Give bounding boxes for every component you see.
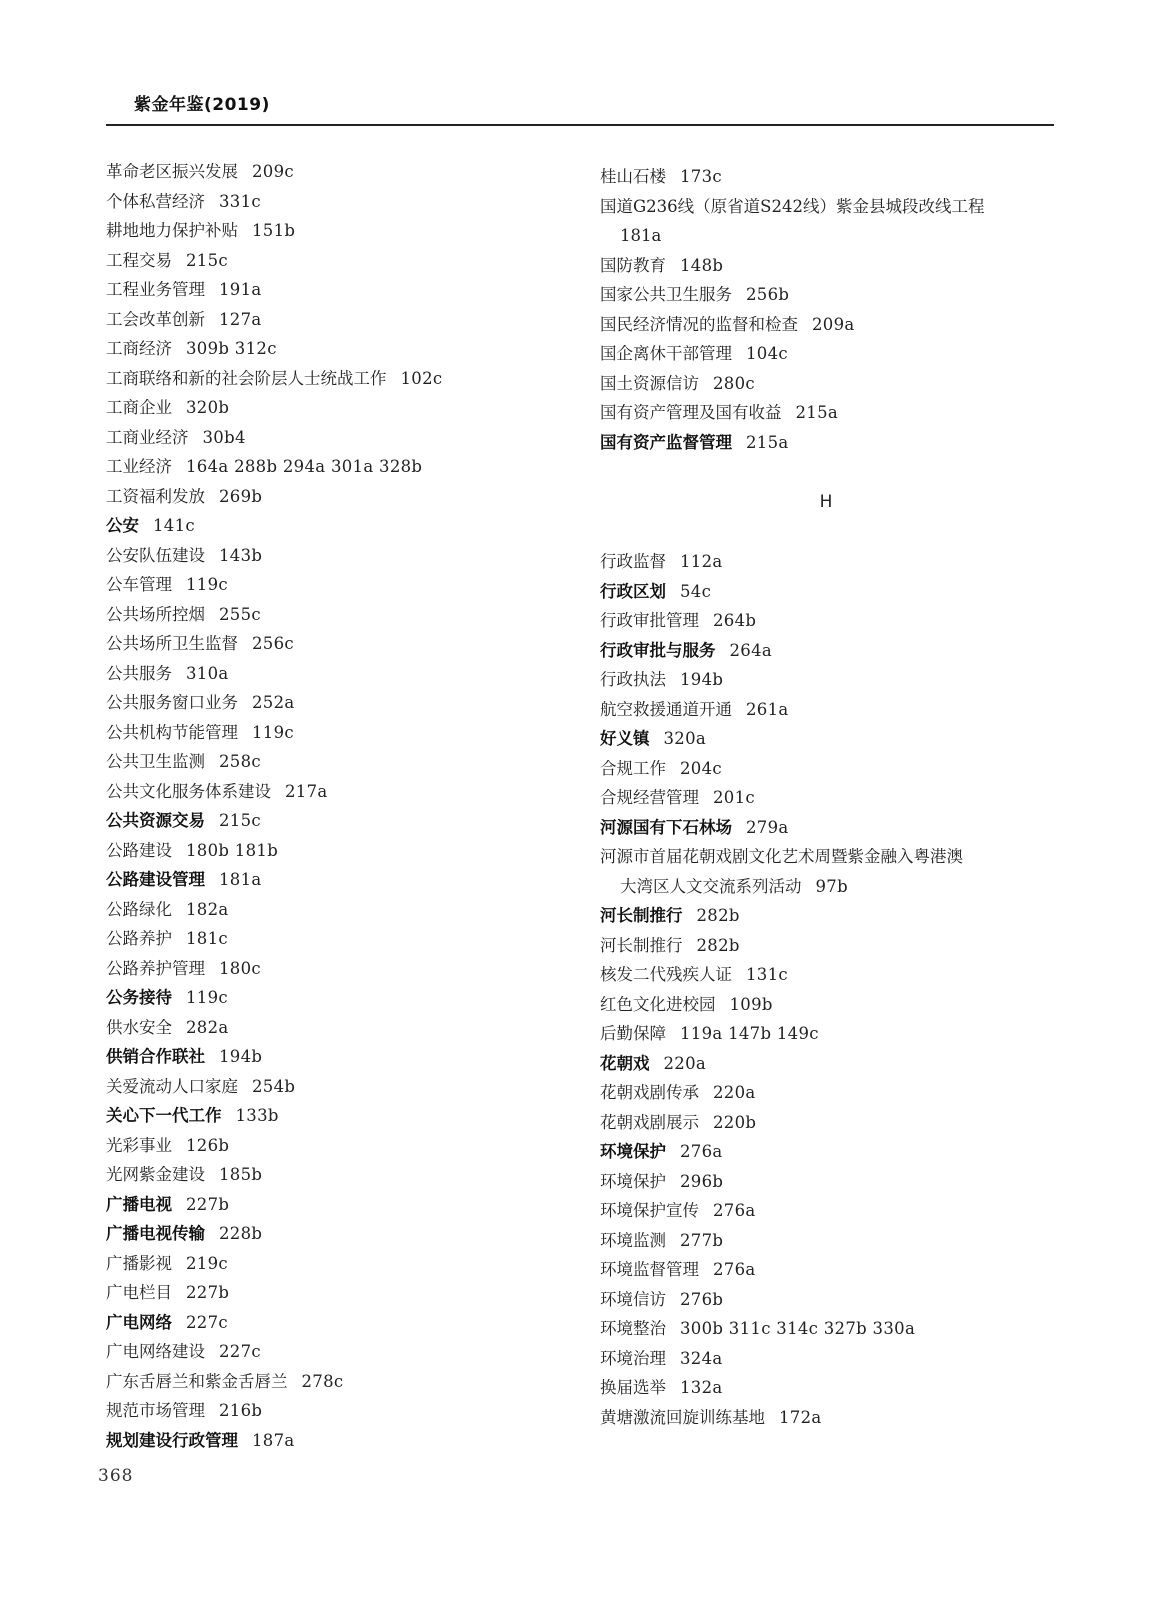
index-page-refs: 148b — [680, 255, 724, 275]
index-page-refs: 119c — [186, 988, 228, 1007]
index-term: 行政审批与服务 — [600, 640, 716, 660]
index-page-refs: 215a — [746, 432, 789, 452]
index-entry — [106, 954, 576, 984]
index-term: 工业经济 — [106, 457, 172, 476]
index-page-refs: 119a 147b 149c — [680, 1024, 819, 1043]
index-page-refs: 320a — [663, 729, 707, 748]
index-entry — [106, 570, 576, 600]
running-header: 紫金年鉴(2019) — [134, 95, 270, 115]
index-term: 环境治理 — [600, 1348, 666, 1368]
index-entry — [106, 1308, 576, 1338]
index-term: 环境保护宣传 — [600, 1201, 699, 1220]
index-page-refs: 215c — [219, 811, 261, 830]
index-entry — [106, 1249, 576, 1279]
index-entry — [106, 1013, 576, 1043]
index-page-refs: 296b — [680, 1171, 724, 1191]
index-entry — [106, 246, 576, 276]
index-term: 光网紫金建设 — [106, 1165, 205, 1184]
index-term: 公共卫生监测 — [106, 752, 205, 771]
index-entry — [600, 606, 1070, 636]
index-page-refs: 280c — [713, 373, 755, 393]
index-entry — [600, 192, 1070, 251]
index-entry — [600, 1314, 1070, 1344]
index-term: 工商联络和新的社会阶层人士统战工作 — [106, 368, 387, 388]
index-page-refs: 209a — [812, 314, 855, 334]
index-entry — [106, 1072, 576, 1102]
index-page-refs: 180b 181b — [186, 840, 279, 860]
index-term: 环境信访 — [600, 1289, 666, 1309]
index-entry — [106, 806, 576, 836]
index-page-refs: 119c — [252, 722, 294, 742]
index-entry — [600, 783, 1070, 813]
index-term: 公共场所控烟 — [106, 604, 205, 624]
index-page-refs: 278c — [301, 1371, 344, 1391]
index-entry — [600, 1049, 1070, 1079]
index-term: 环境整治 — [600, 1319, 666, 1338]
index-page-refs: 282a — [186, 1017, 229, 1037]
index-page-refs: 119c — [186, 575, 228, 594]
index-term: 河长制推行 — [600, 935, 683, 955]
index-page-refs: 182a — [186, 899, 229, 919]
index-page-refs: 258c — [219, 752, 261, 771]
index-term: 花朝戏剧传承 — [600, 1083, 699, 1102]
index-page-refs: 261a — [746, 699, 789, 719]
index-term: 公安队伍建设 — [106, 545, 205, 565]
index-entry — [600, 1344, 1070, 1374]
index-page-refs: 104c — [746, 344, 788, 363]
index-term: 广播电视传输 — [106, 1224, 205, 1243]
index-entry — [106, 1396, 576, 1426]
index-term: 好义镇 — [600, 729, 650, 748]
index-entry — [106, 393, 576, 423]
index-entry — [600, 960, 1070, 990]
index-entry — [106, 688, 576, 718]
index-entry — [106, 275, 576, 305]
index-term: 公安 — [106, 516, 139, 535]
index-page-refs: 201c — [713, 788, 755, 807]
index-page-refs: 324a — [680, 1348, 723, 1368]
index-page-refs: 227b — [186, 1194, 230, 1214]
index-term: 黄塘激流回旋训练基地 — [600, 1407, 765, 1427]
index-entry — [600, 162, 1070, 192]
index-page-refs: 109b — [729, 994, 773, 1014]
index-term: 河源国有下石林场 — [600, 817, 732, 837]
index-entry — [600, 636, 1070, 666]
index-page-refs: 269b — [219, 486, 263, 506]
index-page-refs: 227c — [186, 1312, 228, 1332]
section-letter: H — [819, 492, 833, 512]
index-page-refs: 112a — [680, 552, 723, 571]
index-entry — [600, 1226, 1070, 1256]
index-term: 公共文化服务体系建设 — [106, 781, 271, 801]
index-page-refs: 255c — [219, 604, 261, 624]
index-page-refs: 187a — [252, 1430, 295, 1450]
index-page-refs: 191a — [219, 280, 262, 299]
index-entry — [106, 1278, 576, 1308]
index-page-refs: 143b — [219, 545, 263, 565]
index-page-refs: 256b — [746, 285, 790, 304]
index-entry — [106, 423, 576, 453]
index-term-continuation: 181a — [620, 226, 662, 245]
index-entry — [106, 1042, 576, 1072]
index-entry — [600, 1373, 1070, 1403]
index-page-refs: 256c — [252, 634, 294, 653]
index-page-refs: 220a — [663, 1053, 707, 1073]
index-entry — [106, 865, 576, 895]
index-entry — [106, 364, 576, 394]
index-entry — [600, 695, 1070, 725]
index-term: 公共机构节能管理 — [106, 722, 238, 742]
index-entry — [600, 1196, 1070, 1226]
index-term: 国有资产管理及国有收益 — [600, 403, 782, 422]
index-entry — [106, 482, 576, 512]
index-entry — [106, 777, 576, 807]
index-entry — [600, 813, 1070, 843]
index-entry — [600, 990, 1070, 1020]
index-term: 公共服务 — [106, 663, 172, 683]
index-term: 行政执法 — [600, 670, 666, 689]
index-term: 公共资源交易 — [106, 811, 205, 830]
index-term: 公共场所卫生监督 — [106, 634, 238, 653]
index-term: 关心下一代工作 — [106, 1106, 222, 1125]
index-term: 工商经济 — [106, 339, 172, 358]
index-term: 河长制推行 — [600, 906, 683, 925]
index-page-refs: 320b — [186, 398, 230, 417]
index-term: 规范市场管理 — [106, 1401, 205, 1420]
page-number: 368 — [98, 1466, 134, 1486]
index-page-refs: 209c — [252, 162, 294, 181]
index-page-refs: 276b — [680, 1289, 724, 1309]
index-column-right — [600, 162, 1070, 1432]
index-entry — [600, 1255, 1070, 1285]
index-page-refs: 97b — [815, 876, 848, 896]
index-page-refs: 252a — [252, 693, 295, 712]
index-term: 环境监测 — [600, 1230, 666, 1250]
index-page-refs: 181c — [186, 929, 228, 948]
index-page-refs: 126b — [186, 1135, 230, 1155]
index-term: 广播影视 — [106, 1253, 172, 1273]
index-term: 环境保护 — [600, 1142, 666, 1161]
index-entry — [600, 842, 1070, 901]
index-term: 国土资源信访 — [600, 373, 699, 393]
index-page-refs: 228b — [219, 1224, 263, 1243]
index-term: 行政监督 — [600, 552, 666, 571]
index-term: 国民经济情况的监督和检查 — [600, 314, 798, 334]
index-entry — [600, 724, 1070, 754]
index-page-refs: 215a — [795, 403, 839, 422]
index-page-refs: 216b — [219, 1401, 263, 1420]
index-page-refs: 219c — [186, 1253, 228, 1273]
index-page-refs: 131c — [746, 965, 788, 984]
index-term-continuation: 大湾区人文交流系列活动 — [620, 876, 802, 896]
index-entry — [106, 895, 576, 925]
index-term: 耕地地力保护补贴 — [106, 221, 238, 240]
index-term: 核发二代残疾人证 — [600, 965, 732, 984]
index-entry — [106, 1190, 576, 1220]
index-entry — [106, 334, 576, 364]
index-page-refs: 127a — [219, 309, 262, 329]
index-page-refs: 204c — [680, 758, 722, 778]
index-entry — [106, 216, 576, 246]
index-term: 国家公共卫生服务 — [600, 285, 732, 304]
index-entry — [600, 1403, 1070, 1433]
index-term: 环境监督管理 — [600, 1260, 699, 1279]
index-page-refs: 172a — [779, 1407, 822, 1427]
index-entry — [106, 511, 576, 541]
index-term: 工资福利发放 — [106, 486, 205, 506]
index-term: 工商业经济 — [106, 427, 189, 447]
index-term: 国道G236线（原省道S242线）紫金县城段改线工程 — [600, 196, 985, 216]
index-term: 花朝戏 — [600, 1053, 650, 1073]
index-term: 国有资产监督管理 — [600, 432, 732, 452]
index-page-refs: 102c — [400, 368, 443, 388]
index-page-refs: 133b — [235, 1106, 279, 1125]
index-page-refs: 151b — [252, 221, 296, 240]
index-term: 广电网络 — [106, 1312, 172, 1332]
index-page-refs: 215c — [186, 250, 228, 270]
index-entry — [106, 718, 576, 748]
index-page-refs: 173c — [680, 167, 722, 186]
index-term: 红色文化进校园 — [600, 994, 716, 1014]
index-entry — [600, 754, 1070, 784]
index-entry — [600, 369, 1070, 399]
index-entry — [106, 1101, 576, 1131]
index-page-refs: 282b — [696, 935, 740, 955]
index-entry — [600, 1137, 1070, 1167]
index-entry — [106, 1367, 576, 1397]
index-term: 河源市首届花朝戏剧文化艺术周暨紫金融入粤港澳 — [600, 847, 963, 866]
index-term: 公共服务窗口业务 — [106, 693, 238, 712]
index-entry — [106, 629, 576, 659]
index-term: 公路养护管理 — [106, 958, 205, 978]
index-term: 合规工作 — [600, 758, 666, 778]
index-entry — [600, 339, 1070, 369]
index-entry — [106, 305, 576, 335]
index-page-refs: 331c — [219, 191, 261, 211]
index-page-refs: 185b — [219, 1165, 263, 1184]
index-term: 航空救援通道开通 — [600, 699, 732, 719]
index-entry — [106, 659, 576, 689]
index-entry — [600, 428, 1070, 458]
index-term: 广电网络建设 — [106, 1342, 205, 1361]
index-term: 供销合作联社 — [106, 1047, 205, 1066]
index-entry — [106, 187, 576, 217]
index-term: 公车管理 — [106, 575, 172, 594]
index-page-refs: 30b4 — [202, 427, 246, 447]
index-term: 广东舌唇兰和紫金舌唇兰 — [106, 1371, 288, 1391]
index-page-refs: 277b — [680, 1230, 724, 1250]
index-page-refs: 220a — [713, 1083, 756, 1102]
index-term: 供水安全 — [106, 1017, 172, 1037]
index-page-refs: 227c — [219, 1342, 261, 1361]
index-entry — [600, 931, 1070, 961]
index-page-refs: 164a 288b 294a 301a 328b — [186, 457, 423, 476]
index-term: 广电栏目 — [106, 1283, 172, 1302]
index-entry — [106, 1426, 576, 1456]
index-page-refs: 264a — [729, 640, 773, 660]
index-entry — [600, 1167, 1070, 1197]
index-page-refs: 132a — [680, 1378, 723, 1397]
index-page-refs: 300b 311c 314c 327b 330a — [680, 1319, 916, 1338]
index-term: 公路建设 — [106, 840, 172, 860]
index-entry — [600, 1285, 1070, 1315]
index-term: 国企离休干部管理 — [600, 344, 732, 363]
index-term: 工会改革创新 — [106, 309, 205, 329]
index-entry — [600, 547, 1070, 577]
index-page-refs: 276a — [680, 1142, 723, 1161]
header-rule — [106, 124, 1054, 126]
index-term: 革命老区振兴发展 — [106, 162, 238, 181]
index-page-refs: 264b — [713, 611, 757, 630]
index-page-refs: 194b — [680, 670, 724, 689]
index-entry — [106, 1337, 576, 1367]
index-page-refs: 194b — [219, 1047, 263, 1066]
index-entry — [106, 452, 576, 482]
index-term: 工商企业 — [106, 398, 172, 417]
index-page-refs: 181a — [219, 870, 262, 889]
index-term: 后勤保障 — [600, 1024, 666, 1043]
index-term: 行政审批管理 — [600, 611, 699, 630]
index-term: 规划建设行政管理 — [106, 1430, 238, 1450]
index-page-refs: 309b 312c — [186, 339, 277, 358]
index-entry — [106, 1131, 576, 1161]
index-entry — [600, 398, 1070, 428]
index-entry — [600, 1078, 1070, 1108]
index-page-refs: 276a — [713, 1260, 756, 1279]
index-entry — [600, 1108, 1070, 1138]
index-entry — [600, 665, 1070, 695]
index-entry — [600, 1019, 1070, 1049]
index-page-refs: 54c — [680, 581, 712, 601]
index-term: 国防教育 — [600, 255, 666, 275]
index-term: 工程业务管理 — [106, 280, 205, 299]
index-entry — [600, 310, 1070, 340]
index-term: 光彩事业 — [106, 1135, 172, 1155]
index-term: 桂山石楼 — [600, 167, 666, 186]
index-term: 广播电视 — [106, 1194, 172, 1214]
index-entry — [600, 280, 1070, 310]
index-group-g-continued — [600, 162, 1070, 457]
index-entry — [106, 836, 576, 866]
index-term: 花朝戏剧展示 — [600, 1112, 699, 1132]
index-term: 关爱流动人口家庭 — [106, 1076, 238, 1096]
index-entry — [106, 157, 576, 187]
index-term: 公务接待 — [106, 988, 172, 1007]
index-entry — [600, 901, 1070, 931]
index-page-refs: 141c — [153, 516, 195, 535]
index-page-refs: 220b — [713, 1112, 757, 1132]
index-group-h — [600, 547, 1070, 1432]
index-entry — [106, 1160, 576, 1190]
index-entry — [106, 600, 576, 630]
index-page-refs: 227b — [186, 1283, 230, 1302]
index-term: 公路建设管理 — [106, 870, 205, 889]
index-term: 合规经营管理 — [600, 788, 699, 807]
index-column-left — [106, 157, 576, 1455]
index-entry — [106, 541, 576, 571]
index-entry — [106, 1219, 576, 1249]
index-page-refs: 279a — [746, 817, 789, 837]
index-term: 公路绿化 — [106, 899, 172, 919]
index-entry — [600, 251, 1070, 281]
index-term: 工程交易 — [106, 250, 172, 270]
index-entry — [106, 983, 576, 1013]
index-page-refs: 282b — [696, 906, 740, 925]
index-term: 环境保护 — [600, 1171, 666, 1191]
index-page-refs: 180c — [219, 958, 261, 978]
index-page-refs: 310a — [186, 663, 229, 683]
index-page-refs: 276a — [713, 1201, 756, 1220]
index-term: 公路养护 — [106, 929, 172, 948]
index-entry — [106, 747, 576, 777]
index-page-refs: 217a — [285, 781, 328, 801]
index-entry — [106, 924, 576, 954]
index-term: 行政区划 — [600, 581, 666, 601]
index-page-refs: 254b — [252, 1076, 296, 1096]
index-term: 个体私营经济 — [106, 191, 205, 211]
index-entry — [600, 577, 1070, 607]
index-term: 换届选举 — [600, 1378, 666, 1397]
